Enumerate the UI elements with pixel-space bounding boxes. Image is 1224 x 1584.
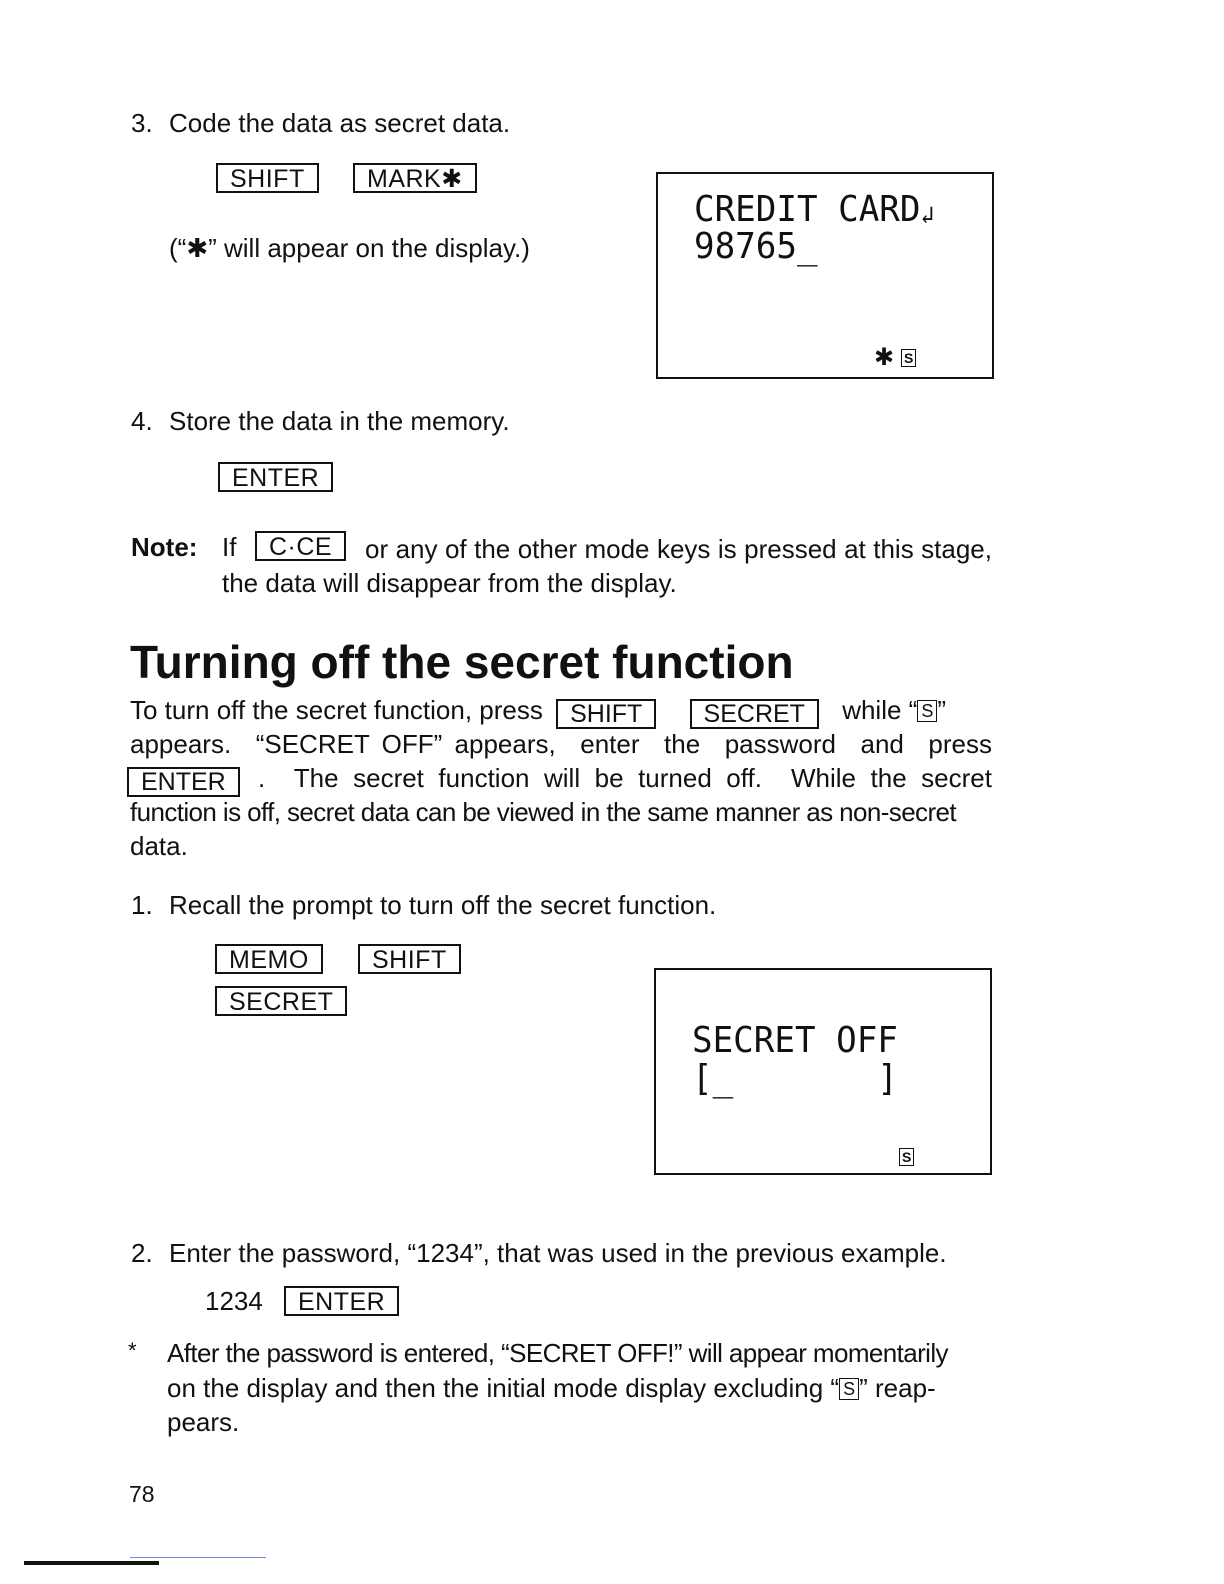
lcd-line-1: SECRET OFF [692, 1020, 898, 1061]
key-c-ce: C·CE [255, 531, 346, 561]
section-heading: Turning off the secret function [130, 636, 794, 688]
note-line-2: the data will disappear from the display. [222, 568, 677, 598]
para-line-5: data. [130, 831, 188, 861]
footnote-line-1: After the password is entered, “SECRET OFF!” will appear momentarily [167, 1338, 948, 1368]
step-3-text: Code the data as secret data. [169, 108, 511, 138]
key-enter: ENTER [284, 1286, 399, 1316]
step-4-number: 4. [131, 406, 153, 436]
return-icon: ↲ [920, 201, 935, 229]
key-mark: MARK✱ [353, 163, 477, 193]
secret-s-indicator-icon: S [901, 349, 916, 367]
note-line-1: or any of the other mode keys is pressed at this stage, [365, 534, 992, 564]
key-shift-inline: SHIFT [556, 699, 656, 729]
para-line-4: function is off, secret data can be viewed in the same manner as non-secret [130, 797, 957, 827]
lcd-display-secret-off [654, 968, 992, 1175]
lcd-line-2: 98765_ [694, 226, 818, 267]
asterisk-icon: ✱ [874, 344, 895, 371]
para-line-3: ENTER . The secret function will be turned off. While the secret [130, 761, 992, 795]
key-enter: ENTER [218, 462, 333, 492]
footnote-line-2: on the display and then the initial mode display excluding “ S ” reap- [167, 1373, 936, 1403]
secret-s-indicator-icon: S [839, 1378, 859, 1400]
note-if: If [222, 532, 237, 562]
para-line-1: To turn off the secret function, press SHIFT SECRET while “ S ” [130, 695, 947, 728]
page-number: 78 [129, 1481, 155, 1507]
secret-s-indicator-icon: S [899, 1148, 914, 1166]
lcd-line-1: CREDIT CARD↲ [694, 189, 935, 230]
secret-s-indicator-icon: S [917, 700, 937, 722]
footnote-bullet: * [128, 1338, 137, 1363]
step-2-text: Enter the password, “1234”, that was used in the previous example. [169, 1238, 947, 1268]
step-3-number: 3. [131, 108, 153, 138]
step-2-number: 2. [131, 1238, 153, 1268]
key-secret: SECRET [215, 986, 347, 1016]
key-enter-inline: ENTER [127, 767, 240, 797]
scan-edge-line-blue [130, 1557, 266, 1558]
scan-edge-line [24, 1561, 159, 1565]
note-label: Note: [131, 532, 198, 562]
step-3-note: (“✱” will appear on the display.) [169, 233, 530, 263]
step-1-number: 1. [131, 890, 153, 920]
footnote-line-3: pears. [167, 1407, 240, 1437]
password-input-value: 1234 [205, 1286, 263, 1316]
step-4-text: Store the data in the memory. [169, 406, 510, 436]
key-memo: MEMO [215, 944, 323, 974]
key-shift: SHIFT [216, 163, 319, 193]
lcd-display-credit-card [656, 172, 994, 379]
step-1-text: Recall the prompt to turn off the secret function. [169, 890, 717, 920]
section-paragraph [130, 693, 992, 863]
para-line-2: appears. “SECRET OFF” appears, enter the password and press [130, 729, 992, 759]
lcd-line-2: [_ ] [692, 1058, 898, 1099]
key-shift: SHIFT [358, 944, 461, 974]
key-secret-inline: SECRET [690, 699, 819, 729]
